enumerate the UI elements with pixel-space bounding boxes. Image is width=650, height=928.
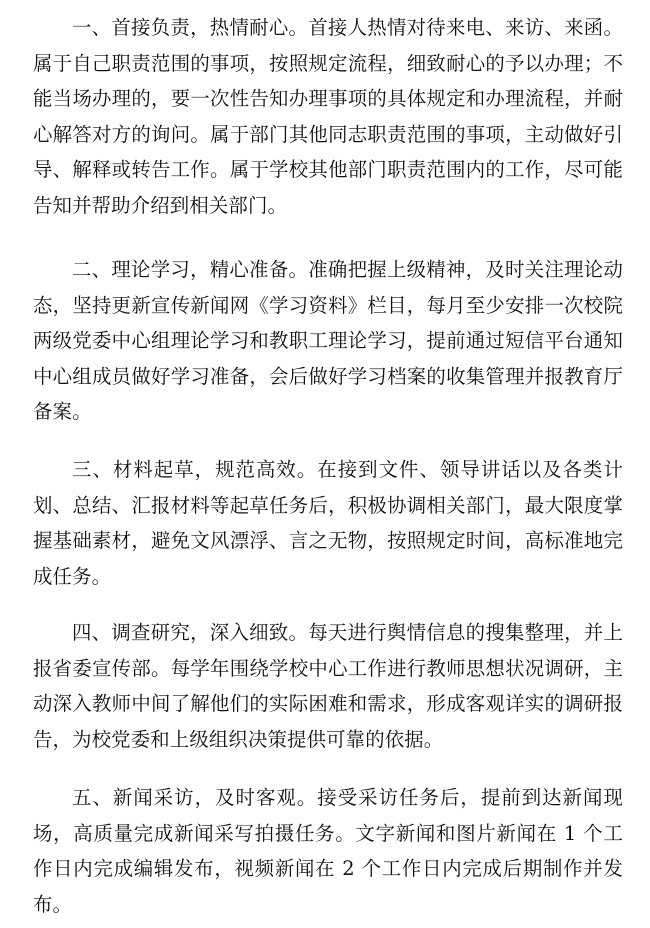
paragraph-5 [33,780,623,922]
paragraph-4 [33,615,623,757]
paragraph-1-heading: 一、首接负责，热情耐心。 [72,16,309,39]
paragraph-2-body: 准确把握上级精神，及时关注理论动态，坚持更新宣传新闻网《学习资料》栏目，每月至少安排一次校院两级党委中心组理论学习和教职工理论学习，提前通过短信平台通知中心组成员做好学习准备，会后做好学习档案的收集管理并报教育厅备案。 [33,258,623,423]
paragraph-4-heading: 四、调查研究，深入细致。 [72,621,309,644]
paragraph-3 [33,452,623,594]
paragraph-3-heading: 三、材料起草，规范高效。 [72,458,318,481]
paragraph-3-body: 在接到文件、领导讲话以及各类计划、总结、汇报材料等起草任务后，积极协调相关部门，最大限度掌握基础素材，避免文风漂浮、言之无物，按照规定时间，高标准地完成任务。 [33,458,624,588]
paragraph-5-body: 接受采访任务后，提前到达新闻现场，高质量完成新闻采写拍摄任务。文字新闻和图片新闻在 1 个工作日内完成编辑发布，视频新闻在 2 个工作日内完成后期制作并发布。 [33,786,624,916]
paragraph-1 [33,10,623,223]
paragraph-1-body: 首接人热情对待来电、来访、来函。属于自己职责范围的事项，按照规定流程，细致耐心的予以办理；不能当场办理的，要一次性告知办理事项的具体规定和办理流程，并耐心解答对方的询问。属于部门其他同志职责范围的事项，主动做好引导、解释或转告工作。属于学校其他部门职责范围内的工作，尽可能告知并帮助介绍到相关部门。 [33,16,623,217]
paragraph-2-heading: 二、理论学习，精心准备。 [72,258,309,281]
paragraph-5-heading: 五、新闻采访，及时客观。 [72,786,318,809]
paragraph-4-body: 每天进行舆情信息的搜集整理，并上报省委宣传部。每学年围绕学校中心工作进行教师思想状况调研，主动深入教师中间了解他们的实际困难和需求，形成客观详实的调研报告，为校党委和上级组织决策提供可靠的依据。 [33,621,623,751]
paragraph-2 [33,252,623,430]
